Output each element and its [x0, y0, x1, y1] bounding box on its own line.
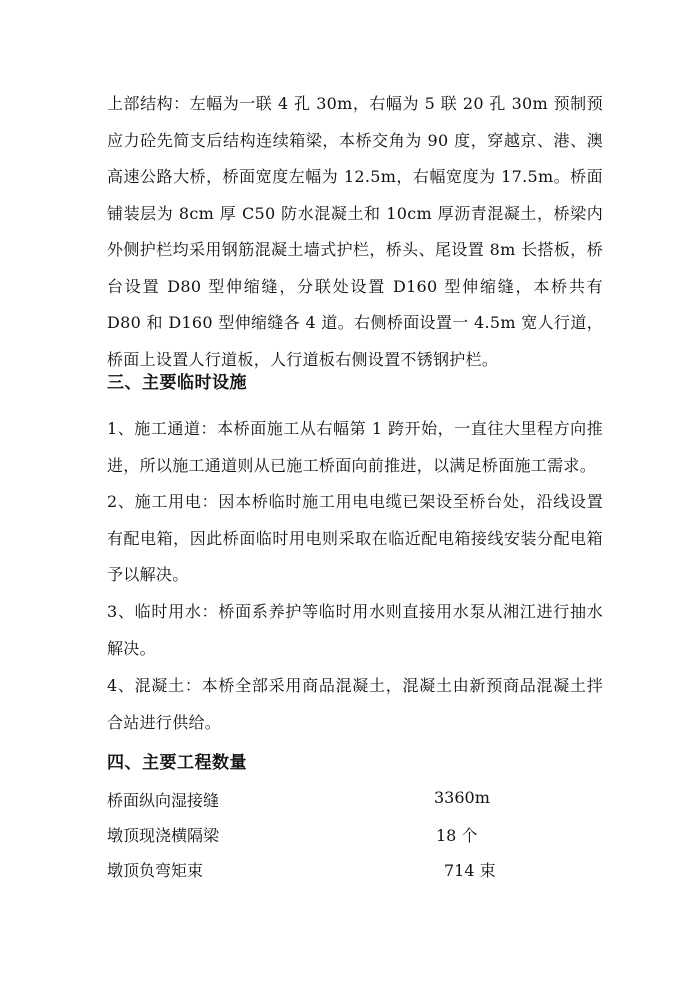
quantity-row [107, 788, 527, 820]
quantity-row [107, 823, 527, 855]
list-item-construction-access: 1、施工通道：本桥面施工从右幅第 1 跨开始，一直往大里程方向推进，所以施工通道则从已施工桥面向前推进，以满足桥面施工需求。 [107, 419, 603, 475]
quantity-value: 3360m [434, 788, 490, 807]
list-item-temporary-water: 3、临时用水：桥面系养护等临时用水则直接用水泵从湘江进行抽水解决。 [107, 602, 603, 658]
list-item-construction-power: 2、施工用电：因本桥临时施工用电电缆已架设至桥台处，沿线设置有配电箱，因此桥面临时用电则采取在临近配电箱接线安装分配电箱予以解决。 [107, 492, 603, 584]
quantity-name: 墩顶现浇横隔梁 [107, 826, 220, 845]
quantity-name: 墩顶负弯矩束 [107, 861, 204, 880]
quantity-row [107, 858, 527, 890]
list-item-concrete-supply: 4、混凝土：本桥全部采用商品混凝土，混凝土由新预商品混凝土拌合站进行供给。 [107, 676, 603, 732]
quantity-name: 桥面纵向湿接缝 [107, 791, 220, 810]
section-4-heading: 四、主要工程数量 [107, 753, 247, 773]
quantity-value: 18 个 [436, 826, 478, 845]
superstructure-paragraph: 上部结构：左幅为一联 4 孔 30m，右幅为 5 联 20 孔 30m 预制预应力砼先简支后结构连续箱梁，本桥交角为 90 度，穿越京、港、澳高速公路大桥，桥面宽度左幅为 12.5m，右幅宽度为 17.5m。桥面铺装层为 8cm 厚 C50 防水混凝土和 10cm 厚沥青混凝土，桥梁内外侧护栏均采用钢筋混凝土墙式护栏，桥头、尾设置 8m 长搭板，桥台设置 D80 型伸缩缝，分联处设置 D160 型伸缩缝，本桥共有 D80 和 D160 型伸缩缝各 4 道。右侧桥面设置一 4.5m 宽人行道，桥面上设置人行道板，人行道板右侧设置不锈钢护栏。 [107, 94, 603, 369]
section-3-heading: 三、主要临时设施 [107, 373, 247, 393]
quantity-value: 714 束 [444, 861, 496, 880]
